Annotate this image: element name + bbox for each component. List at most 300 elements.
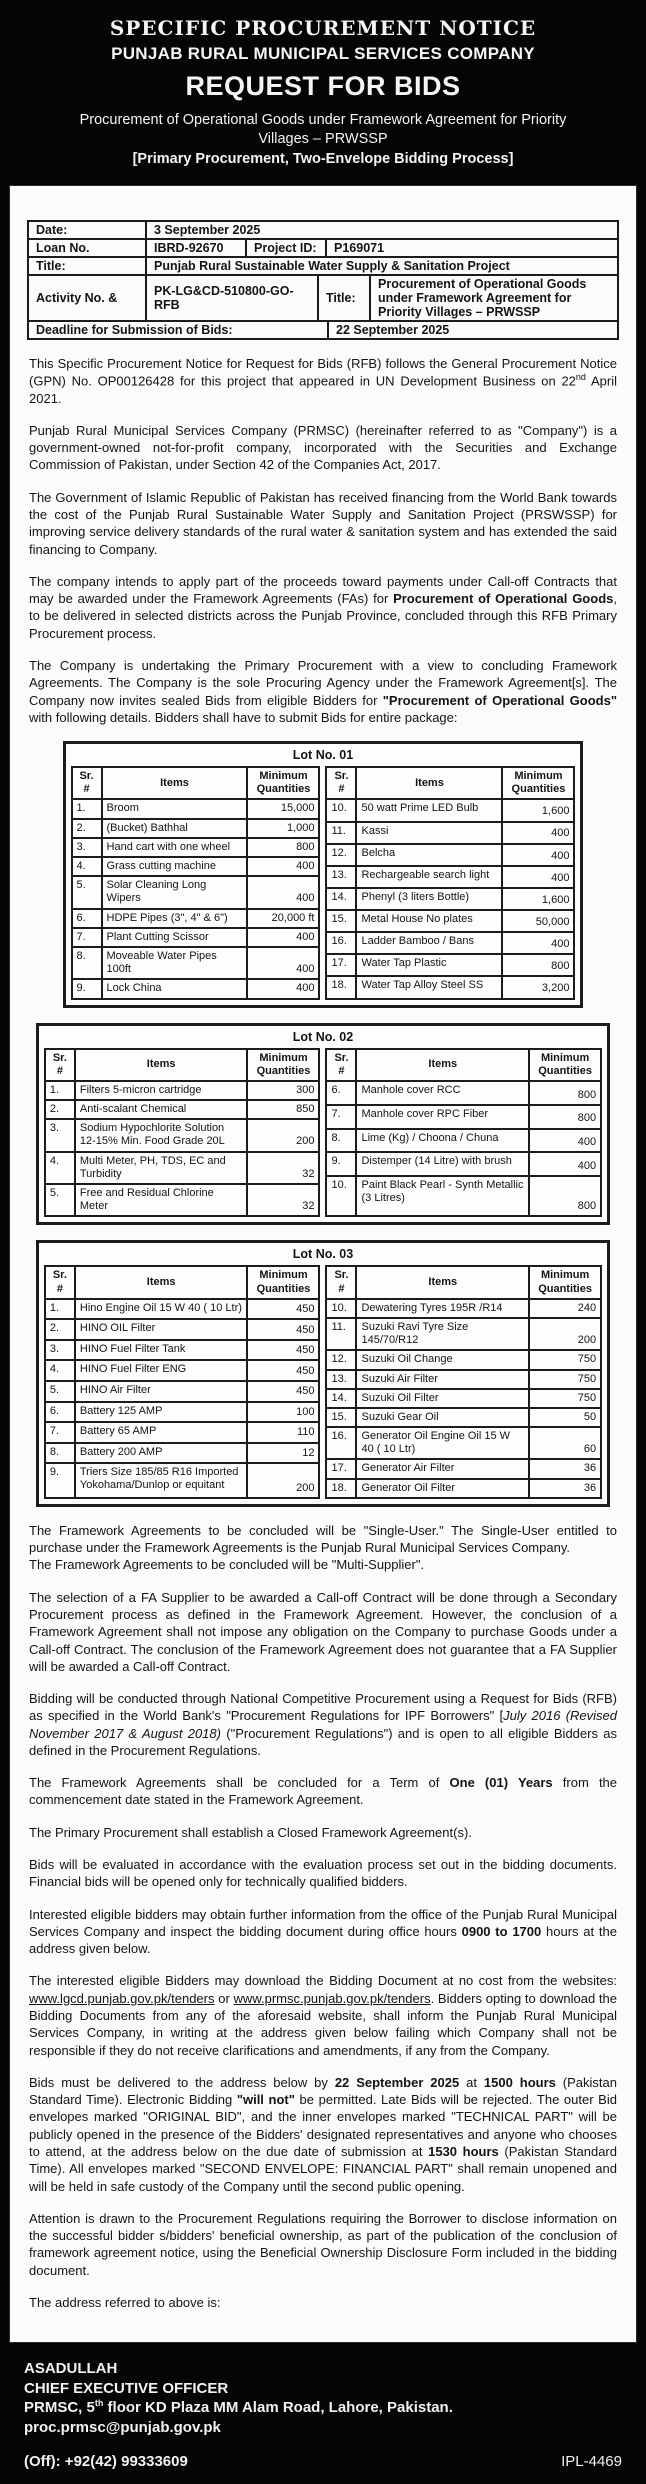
paragraph-fa-supplier-selection: The selection of a FA Supplier to be awarded a Call-off Contract will be done through a Secondary Procurement process as defined in the Framework Agreement. However, the conclusion of a Framework Agreement shall not impose any obligation on the Company to purchase Goods under a Call-off Contract. The conclusion of the Framework Agreement does not guarantee that a FA Supplier will be awarded a Call-off Contract. bbox=[29, 1589, 617, 1674]
footer-bottom-row bbox=[24, 2452, 622, 2472]
lot-item-row bbox=[45, 1463, 320, 1498]
lot-02-grid bbox=[44, 1048, 602, 1218]
lot-item-row bbox=[326, 1389, 601, 1408]
tenders-link-lgcd[interactable]: www.lgcd.punjab.gov.pk/tenders bbox=[29, 1990, 215, 2006]
lot-item-row bbox=[326, 910, 574, 932]
item-sr: 1. bbox=[45, 1081, 75, 1100]
info-row-loan bbox=[29, 240, 617, 258]
item-name: Phenyl (3 liters Bottle) bbox=[356, 888, 502, 910]
paragraph-financing: The Government of Islamic Republic of Pakistan has received financing from the World Bank towards the cost of the Punjab Rural Sustainable Water Supply and Sanitation Project (PRSWSSP) for improving service delivery standards of the rural water & sanitation system and has extended the said financing to Company. bbox=[29, 489, 617, 557]
lot-item-row bbox=[326, 888, 574, 910]
office-address bbox=[24, 2398, 622, 2418]
text-run: PRMSC, 5 bbox=[24, 2399, 95, 2417]
text-run: Bids must be delivered to the address below by bbox=[29, 2074, 335, 2090]
item-name: Moveable Water Pipes 100ft bbox=[102, 947, 248, 979]
text-run: ("Procurement Regulations") and is open to all eligible Bidders as defined in the Procurement Regulations. bbox=[29, 1725, 617, 1758]
paragraph-term bbox=[29, 1774, 617, 1809]
deadline-label: Deadline for Submission of Bids: bbox=[29, 322, 329, 338]
lot-item-row bbox=[45, 1443, 320, 1464]
item-name: Filters 5-micron cartridge bbox=[75, 1081, 248, 1100]
item-sr: 8. bbox=[45, 1443, 75, 1464]
item-qty: 50,000 bbox=[502, 910, 574, 932]
item-qty: 12 bbox=[247, 1443, 319, 1464]
tenders-link-prmsc[interactable]: www.prmsc.punjab.gov.pk/tenders bbox=[233, 1990, 431, 2006]
lot-item-row bbox=[72, 876, 320, 908]
item-sr: 17. bbox=[326, 1459, 356, 1478]
loan-value: IBRD-92670 bbox=[147, 240, 247, 256]
item-sr: 13. bbox=[326, 1370, 356, 1389]
item-name: Suzuki Ravi Tyre Size 145/70/R12 bbox=[356, 1318, 529, 1350]
title-label: Title: bbox=[29, 258, 147, 274]
text-run: This Specific Procurement Notice for Request for Bids (RFB) follows the General Procurement Notice (GPN) No. OP00126428 for this project that appeared in UN Development Business on 22 bbox=[29, 355, 617, 389]
lot-item-row bbox=[326, 1479, 601, 1498]
bold-run: 0900 to 1700 bbox=[461, 1923, 542, 1939]
lot-item-row bbox=[45, 1100, 320, 1119]
text-run: from the commencement date stated in the Framework Agreement. bbox=[29, 1775, 618, 1808]
date-label: Date: bbox=[29, 222, 147, 238]
item-qty: 3,200 bbox=[502, 976, 574, 998]
item-name: Lime (Kg) / Choona / Chuna bbox=[356, 1129, 529, 1153]
item-name: Metal House No plates bbox=[356, 910, 502, 932]
item-sr: 2. bbox=[45, 1319, 75, 1340]
item-sr: 3. bbox=[45, 1119, 75, 1151]
notice-type-heading: SPECIFIC PROCUREMENT NOTICE bbox=[109, 16, 537, 40]
sr-header: Sr. # bbox=[326, 1049, 356, 1081]
lot-item-row bbox=[72, 799, 320, 818]
activity-title-label: Title: bbox=[319, 276, 371, 320]
qty-header: Minimum Quantities bbox=[502, 767, 574, 799]
text-run: . Bidders opting to download the Bidding Documents from any of the aforesaid website, shall inform the Punjab Rural Municipal Services Company, in writing at the address given below failing which Company shall not be responsible if they do not receive clarifications and amendments, if any from the Company. bbox=[29, 1990, 617, 2058]
lot-item-row bbox=[45, 1381, 320, 1402]
item-sr: 1. bbox=[45, 1299, 75, 1320]
lot-item-row bbox=[45, 1184, 320, 1216]
sr-header: Sr. # bbox=[45, 1049, 75, 1081]
lot-item-row bbox=[326, 1350, 601, 1369]
lot-item-row bbox=[45, 1152, 320, 1184]
lot-item-row bbox=[326, 1152, 601, 1176]
text-run: Interested eligible bidders may obtain further information from the office of the Punjab Rural Municipal Services Company and inspect the bidding document during office hours bbox=[29, 1906, 617, 1939]
item-name: Manhole cover RPC Fiber bbox=[356, 1105, 529, 1129]
item-name: Distemper (14 Litre) with brush bbox=[356, 1152, 529, 1176]
deadline-value: 22 September 2025 bbox=[336, 322, 450, 337]
item-sr: 5. bbox=[72, 876, 102, 908]
item-qty: 800 bbox=[529, 1176, 601, 1216]
project-id-label: Project ID: bbox=[247, 240, 327, 256]
notice-subtitle: Procurement of Operational Goods under Framework Agreement for Priority Villages – PRWSSP bbox=[79, 112, 567, 147]
bold-run: Procurement of Operational Goods bbox=[393, 591, 614, 607]
item-name: HDPE Pipes (3", 4" & 6") bbox=[102, 909, 248, 928]
lot-header-row bbox=[326, 1266, 601, 1298]
item-qty: 200 bbox=[247, 1463, 319, 1498]
item-sr: 5. bbox=[45, 1184, 75, 1216]
activity-title-value: Procurement of Operational Goods under Framework Agreement for Priority Villages – PRWSSP bbox=[378, 276, 587, 319]
item-qty: 20,000 ft bbox=[247, 909, 319, 928]
item-sr: 16. bbox=[326, 1427, 356, 1459]
item-sr: 4. bbox=[45, 1360, 75, 1381]
bold-run: 22 September 2025 bbox=[334, 2074, 460, 2090]
lot-item-row bbox=[326, 976, 574, 998]
item-sr: 6. bbox=[326, 1081, 356, 1105]
bid-info-table bbox=[27, 220, 619, 340]
paragraph-bidding-method bbox=[29, 1690, 617, 1759]
lot-item-row bbox=[326, 1081, 601, 1105]
lot-03-title: Lot No. 03 bbox=[292, 1247, 354, 1262]
item-sr: 5. bbox=[45, 1381, 75, 1402]
item-sr: 12. bbox=[326, 1350, 356, 1369]
item-sr: 17. bbox=[326, 954, 356, 976]
item-qty: 450 bbox=[247, 1360, 319, 1381]
item-qty: 32 bbox=[247, 1184, 319, 1216]
item-name: HINO Air Filter bbox=[75, 1381, 248, 1402]
item-sr: 18. bbox=[326, 1479, 356, 1498]
lot-item-row bbox=[72, 819, 320, 838]
lot-01-table bbox=[63, 741, 584, 1007]
item-name: Generator Oil Filter bbox=[356, 1479, 529, 1498]
item-sr: 15. bbox=[326, 1408, 356, 1427]
item-qty: 400 bbox=[247, 947, 319, 979]
ceo-title: CHIEF EXECUTIVE OFFICER bbox=[24, 2379, 229, 2397]
item-name: Hino Engine Oil 15 W 40 ( 10 Ltr) bbox=[75, 1299, 248, 1320]
paragraph-bid-delivery bbox=[29, 2074, 617, 2195]
item-qty: 450 bbox=[247, 1299, 319, 1320]
item-name: Free and Residual Chlorine Meter bbox=[75, 1184, 248, 1216]
lot-item-row bbox=[326, 844, 574, 866]
item-name: Rechargeable search light bbox=[356, 866, 502, 888]
item-name: Suzuki Air Filter bbox=[356, 1370, 529, 1389]
text-run: , to be delivered in selected districts across the Punjab Province, concluded through this RFB Primary Procurement process. bbox=[29, 591, 617, 641]
text-run: with following details. Bidders shall have to submit Bids for entire package: bbox=[29, 709, 458, 725]
activity-value: PK-LG&CD-510800-GO-RFB bbox=[147, 276, 319, 320]
item-sr: 2. bbox=[72, 819, 102, 838]
items-header: Items bbox=[75, 1049, 248, 1081]
item-name: Paint Black Pearl - Synth Metallic (3 Litres) bbox=[356, 1176, 529, 1216]
sr-header: Sr. # bbox=[326, 1266, 356, 1298]
item-name: Hand cart with one wheel bbox=[102, 838, 248, 857]
item-name: Plant Cutting Scissor bbox=[102, 928, 248, 947]
item-sr: 16. bbox=[326, 932, 356, 954]
item-sr: 9. bbox=[326, 1152, 356, 1176]
paragraph-address-intro: The address referred to above is: bbox=[29, 2294, 221, 2310]
items-header: Items bbox=[75, 1266, 248, 1298]
lot-item-row bbox=[326, 1459, 601, 1478]
text-run: The company intends to apply part of the proceeds toward payments under Call-off Contracts that may be awarded under the Framework Agreements (FAs) for bbox=[29, 573, 617, 607]
item-qty: 800 bbox=[529, 1081, 601, 1105]
item-sr: 8. bbox=[72, 947, 102, 979]
item-qty: 36 bbox=[529, 1459, 601, 1478]
item-qty: 450 bbox=[247, 1381, 319, 1402]
item-sr: 6. bbox=[45, 1402, 75, 1423]
lot-02-title: Lot No. 02 bbox=[292, 1029, 354, 1044]
item-qty: 400 bbox=[529, 1129, 601, 1153]
item-qty: 60 bbox=[529, 1427, 601, 1459]
item-qty: 750 bbox=[529, 1370, 601, 1389]
item-sr: 7. bbox=[72, 928, 102, 947]
text-run: (Pakistan Standard Time). Electronic Bidding bbox=[29, 2074, 617, 2108]
item-qty: 15,000 bbox=[247, 799, 319, 818]
qty-header: Minimum Quantities bbox=[247, 767, 319, 799]
lot-03-right-table bbox=[325, 1265, 602, 1498]
item-qty: 240 bbox=[529, 1299, 601, 1318]
text-run: be permitted. Late Bids will be rejected. The outer Bid envelopes marked "ORIGINAL BID", and the inner envelopes marked "TECHNICAL PART" will be publicly opened in the presence of the Bidders' designated representatives and anyone who chooses to attend, at the address below on the due date of submission at bbox=[29, 2092, 617, 2159]
ceo-name: ASADULLAH bbox=[24, 2360, 118, 2378]
item-qty: 200 bbox=[247, 1119, 319, 1151]
paragraph-invitation bbox=[29, 657, 617, 726]
item-sr: 14. bbox=[326, 888, 356, 910]
lot-03-grid bbox=[44, 1265, 602, 1498]
paragraph-office-hours bbox=[29, 1906, 617, 1958]
lot-item-row bbox=[326, 866, 574, 888]
lot-item-row bbox=[45, 1360, 320, 1381]
text-run: The Company is undertaking the Primary Procurement with a view to concluding Framework Agreements. The Company is the sole Procuring Agency under the Framework Agreement[s]. The Company now invites sealed Bids from eligible Bidders for bbox=[29, 657, 617, 708]
bidding-process-line: [Primary Procurement, Two-Envelope Bidding Process] bbox=[132, 150, 514, 167]
item-qty: 1,600 bbox=[502, 888, 574, 910]
item-qty: 750 bbox=[529, 1389, 601, 1408]
item-qty: 1,600 bbox=[502, 799, 574, 821]
item-sr: 7. bbox=[45, 1422, 75, 1443]
item-name: Lock China bbox=[102, 979, 248, 998]
text-run: at bbox=[459, 2074, 484, 2090]
paragraph-closed-framework: The Primary Procurement shall establish a Closed Framework Agreement(s). bbox=[29, 1824, 472, 1840]
item-name: Generator Air Filter bbox=[356, 1459, 529, 1478]
sr-header: Sr. # bbox=[72, 767, 102, 799]
lot-item-row bbox=[72, 979, 320, 998]
item-name: Manhole cover RCC bbox=[356, 1081, 529, 1105]
item-sr: 11. bbox=[326, 1318, 356, 1350]
office-phone: (Off): +92(42) 99333609 bbox=[24, 2453, 188, 2471]
qty-header: Minimum Quantities bbox=[529, 1049, 601, 1081]
item-name: HINO Fuel Filter ENG bbox=[75, 1360, 248, 1381]
item-qty: 400 bbox=[502, 866, 574, 888]
qty-header: Minimum Quantities bbox=[247, 1266, 319, 1298]
bold-run: 1500 hours bbox=[483, 2074, 556, 2090]
item-name: Suzuki Oil Change bbox=[356, 1350, 529, 1369]
activity-label: Activity No. & bbox=[29, 276, 147, 320]
info-row-activity bbox=[29, 276, 617, 322]
lot-item-row bbox=[45, 1119, 320, 1151]
item-name: Anti-scalant Chemical bbox=[75, 1100, 248, 1119]
item-sr: 15. bbox=[326, 910, 356, 932]
info-row-deadline bbox=[29, 322, 617, 338]
lot-header-row bbox=[72, 767, 320, 799]
multi-supplier-line: The Framework Agreements to be concluded will be "Multi-Supplier". bbox=[29, 1557, 425, 1573]
lot-01-grid bbox=[71, 766, 576, 999]
lot-item-row bbox=[72, 947, 320, 979]
italic-run: July 2016 (Revised November 2017 & August 2018) bbox=[29, 1708, 617, 1741]
item-name: Belcha bbox=[356, 844, 502, 866]
item-sr: 9. bbox=[72, 979, 102, 998]
item-qty: 750 bbox=[529, 1350, 601, 1369]
info-row-title bbox=[29, 258, 617, 276]
item-sr: 18. bbox=[326, 976, 356, 998]
item-name: HINO OIL Filter bbox=[75, 1319, 248, 1340]
text-run: The interested eligible Bidders may download the Bidding Document at no cost from the websites: bbox=[29, 1973, 617, 1989]
item-name: Grass cutting machine bbox=[102, 857, 248, 876]
lot-03-table bbox=[36, 1240, 610, 1506]
lot-01-right-table bbox=[325, 766, 575, 999]
lot-item-row bbox=[326, 954, 574, 976]
item-sr: 8. bbox=[326, 1129, 356, 1153]
title-value: Punjab Rural Sustainable Water Supply & Sanitation Project bbox=[154, 258, 510, 273]
item-qty: 800 bbox=[247, 838, 319, 857]
qty-header: Minimum Quantities bbox=[247, 1049, 319, 1081]
qty-header: Minimum Quantities bbox=[529, 1266, 601, 1298]
lot-item-row bbox=[326, 932, 574, 954]
lot-item-row bbox=[45, 1422, 320, 1443]
item-name: Dewatering Tyres 195R /R14 bbox=[356, 1299, 529, 1318]
bold-run: "Procurement of Operational Goods" bbox=[382, 692, 617, 708]
items-header: Items bbox=[102, 767, 248, 799]
item-name: Water Tap Alloy Steel SS bbox=[356, 976, 502, 998]
text-run: floor KD Plaza MM Alam Road, Lahore, Pakistan. bbox=[103, 2399, 453, 2417]
ordinal-superscript: th bbox=[94, 2398, 104, 2409]
item-name: Sodium Hypochlorite Solution 12-15% Min. Food Grade 20L bbox=[75, 1119, 248, 1151]
items-header: Items bbox=[356, 1266, 529, 1298]
item-qty: 400 bbox=[529, 1152, 601, 1176]
lot-item-row bbox=[326, 1129, 601, 1153]
lot-item-row bbox=[72, 928, 320, 947]
lot-item-row bbox=[45, 1402, 320, 1423]
item-qty: 800 bbox=[502, 954, 574, 976]
bold-run: 1530 hours bbox=[428, 2143, 499, 2159]
item-sr: 12. bbox=[326, 844, 356, 866]
bold-run: "will not" bbox=[236, 2092, 295, 2108]
item-qty: 850 bbox=[247, 1100, 319, 1119]
lot-02-left-table bbox=[44, 1048, 321, 1218]
lot-item-row bbox=[326, 822, 574, 844]
paragraph-framework-user bbox=[29, 1522, 617, 1574]
item-qty: 400 bbox=[247, 928, 319, 947]
request-for-bids-heading: REQUEST FOR BIDS bbox=[185, 71, 461, 101]
items-header: Items bbox=[356, 1049, 529, 1081]
item-name: Kassi bbox=[356, 822, 502, 844]
item-sr: 10. bbox=[326, 799, 356, 821]
item-qty: 110 bbox=[247, 1422, 319, 1443]
lot-item-row bbox=[72, 838, 320, 857]
lot-item-row bbox=[45, 1081, 320, 1100]
contact-email[interactable]: proc.prmsc@punjab.gov.pk bbox=[24, 2418, 221, 2436]
lot-item-row bbox=[72, 909, 320, 928]
lot-item-row bbox=[326, 1427, 601, 1459]
item-name: 50 watt Prime LED Bulb bbox=[356, 799, 502, 821]
item-name: Broom bbox=[102, 799, 248, 818]
item-sr: 9. bbox=[45, 1463, 75, 1498]
lot-item-row bbox=[326, 1105, 601, 1129]
lot-item-row bbox=[45, 1299, 320, 1320]
sr-header: Sr. # bbox=[45, 1266, 75, 1298]
lot-03-left-table bbox=[44, 1265, 321, 1498]
item-qty: 300 bbox=[247, 1081, 319, 1100]
notice-header bbox=[0, 0, 646, 177]
item-qty: 400 bbox=[247, 979, 319, 998]
item-name: Battery 125 AMP bbox=[75, 1402, 248, 1423]
lot-header-row bbox=[45, 1266, 320, 1298]
item-name: Multi Meter, PH, TDS, EC and Turbidity bbox=[75, 1152, 248, 1184]
text-run: April 2021. bbox=[29, 373, 617, 406]
item-sr: 4. bbox=[45, 1152, 75, 1184]
item-qty: 400 bbox=[502, 932, 574, 954]
item-name: Battery 65 AMP bbox=[75, 1422, 248, 1443]
lot-header-row bbox=[326, 1049, 601, 1081]
lot-01-left-table bbox=[71, 766, 321, 999]
item-name: Battery 200 AMP bbox=[75, 1443, 248, 1464]
paragraph-proceeds bbox=[29, 573, 617, 642]
item-qty: 400 bbox=[247, 857, 319, 876]
item-qty: 100 bbox=[247, 1402, 319, 1423]
lot-header-row bbox=[45, 1049, 320, 1081]
lot-item-row bbox=[72, 857, 320, 876]
item-name: HINO Fuel Filter Tank bbox=[75, 1340, 248, 1361]
lot-header-row bbox=[326, 767, 574, 799]
paragraph-beneficial-ownership: Attention is drawn to the Procurement Regulations requiring the Borrower to disclose information on the successful bidder s/bidders' beneficial ownership, as part of the publication of the conclusion of framework agreement notice, using the Beneficial Ownership Disclosure Form included in the bidding document. bbox=[29, 2210, 617, 2278]
contact-footer bbox=[0, 2343, 646, 2484]
item-sr: 10. bbox=[326, 1176, 356, 1216]
item-sr: 11. bbox=[326, 822, 356, 844]
ipl-reference-number: IPL-4469 bbox=[561, 2453, 622, 2471]
sr-header: Sr. # bbox=[326, 767, 356, 799]
lot-item-row bbox=[45, 1319, 320, 1340]
paragraph-evaluation: Bids will be evaluated in accordance with the evaluation process set out in the bidding documents. Financial bids will be opened only for technically qualified bidders. bbox=[29, 1857, 617, 1890]
items-header: Items bbox=[356, 767, 502, 799]
bold-run: One (01) Years bbox=[449, 1775, 553, 1791]
document-body bbox=[9, 185, 637, 2344]
text-run: hours at the address given below. bbox=[29, 1923, 617, 1957]
lot-item-row bbox=[326, 1318, 601, 1350]
paragraph-gpn-reference bbox=[29, 355, 617, 407]
item-name: Triers Size 185/85 R16 Imported Yokohama/Dunlop or equitant bbox=[75, 1463, 248, 1498]
item-qty: 50 bbox=[529, 1408, 601, 1427]
item-sr: 3. bbox=[45, 1340, 75, 1361]
item-name: Solar Cleaning Long Wipers bbox=[102, 876, 248, 908]
item-sr: 7. bbox=[326, 1105, 356, 1129]
lot-item-row bbox=[326, 1370, 601, 1389]
item-sr: 3. bbox=[72, 838, 102, 857]
lot-item-row bbox=[326, 1408, 601, 1427]
item-qty: 1,000 bbox=[247, 819, 319, 838]
item-sr: 1. bbox=[72, 799, 102, 818]
paragraph-download-websites bbox=[29, 1972, 617, 2058]
lot-02-table bbox=[36, 1023, 610, 1226]
item-qty: 36 bbox=[529, 1479, 601, 1498]
item-qty: 32 bbox=[247, 1152, 319, 1184]
text-run: The Framework Agreements shall be concluded for a Term of bbox=[29, 1775, 450, 1791]
lot-item-row bbox=[326, 799, 574, 821]
item-qty: 800 bbox=[529, 1105, 601, 1129]
date-value: 3 September 2025 bbox=[154, 222, 261, 237]
lot-item-row bbox=[45, 1340, 320, 1361]
ordinal-superscript: nd bbox=[575, 371, 586, 382]
lot-item-row bbox=[326, 1176, 601, 1216]
item-qty: 400 bbox=[502, 844, 574, 866]
item-qty: 450 bbox=[247, 1319, 319, 1340]
lot-item-row bbox=[326, 1299, 601, 1318]
item-name: Suzuki Oil Filter bbox=[356, 1389, 529, 1408]
item-name: Ladder Bamboo / Bans bbox=[356, 932, 502, 954]
text-run: or bbox=[214, 1990, 234, 2006]
single-user-line: The Framework Agreements to be concluded will be "Single-User." The Single-User entitled to purchase under the Framework Agreements is the Punjab Rural Municipal Services Company. bbox=[29, 1522, 617, 1556]
item-qty: 450 bbox=[247, 1340, 319, 1361]
item-name: Suzuki Gear Oil bbox=[356, 1408, 529, 1427]
company-name-heading: PUNJAB RURAL MUNICIPAL SERVICES COMPANY bbox=[111, 44, 535, 63]
project-id-value: P169071 bbox=[334, 240, 385, 255]
item-sr: 6. bbox=[72, 909, 102, 928]
info-row-date bbox=[29, 222, 617, 240]
item-sr: 10. bbox=[326, 1299, 356, 1318]
item-name: Water Tap Plastic bbox=[356, 954, 502, 976]
item-qty: 400 bbox=[502, 822, 574, 844]
lot-02-right-table bbox=[325, 1048, 602, 1218]
item-name: Generator Oil Engine Oil 15 W 40 ( 10 Ltr) bbox=[356, 1427, 529, 1459]
text-run: (Pakistan Standard Time). All envelopes marked "SECOND ENVELOPE: FINANCIAL PART" shall remain unopened and will be held in safe custody of the Company until the second public opening. bbox=[29, 2143, 617, 2194]
